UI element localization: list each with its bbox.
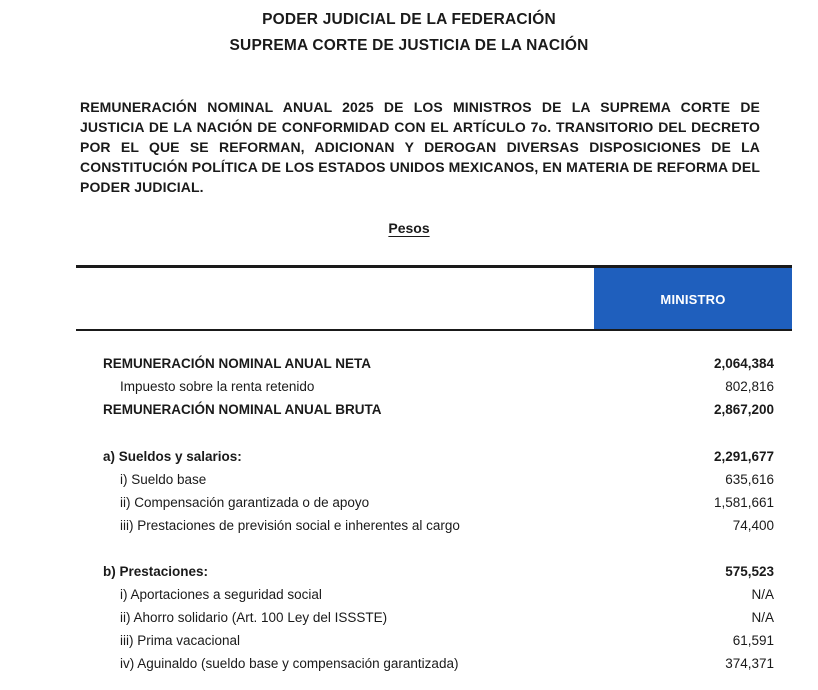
table-row-sueldos bbox=[0, 446, 818, 468]
units-label: Pesos bbox=[388, 220, 430, 236]
document-description: REMUNERACIÓN NOMINAL ANUAL 2025 DE LOS MINISTROS DE LA SUPREMA CORTE DE JUSTICIA DE LA NACIÓN DE CONFORMIDAD CON EL ARTÍCULO 7o. TRANSITORIO DEL DECRETO POR EL QUE SE REFORMAN, ADICIONAN Y DEROGAN DIVERSAS DISPOSICIONES DE LA CONSTITUCIÓN POLÍTICA DE LOS ESTADOS UNIDOS MEXICANOS, EN MATERIA DE REFORMA DEL PODER JUDICIAL. bbox=[80, 99, 760, 195]
table-header-bottom-rule bbox=[76, 329, 792, 331]
table-row-prestaciones bbox=[0, 561, 818, 583]
row-value: 74,400 bbox=[732, 518, 774, 533]
row-value: 2,064,384 bbox=[713, 356, 774, 371]
row-value: 635,616 bbox=[725, 472, 774, 487]
row-label: iii) Prima vacacional bbox=[120, 633, 241, 648]
table-row-sueldo-base bbox=[0, 469, 818, 491]
column-header-ministro: MINISTRO bbox=[594, 268, 792, 330]
table-row-neta bbox=[0, 353, 818, 375]
row-value: 2,291,677 bbox=[713, 449, 774, 464]
row-value: 2,867,200 bbox=[713, 402, 774, 417]
row-value: 1,581,661 bbox=[713, 495, 774, 510]
row-label: ii) Ahorro solidario (Art. 100 Ley del ISSSTE) bbox=[120, 610, 388, 625]
header-line-1: PODER JUDICIAL DE LA FEDERACIÓN bbox=[262, 11, 556, 28]
row-label: REMUNERACIÓN NOMINAL ANUAL NETA bbox=[103, 356, 371, 371]
row-label: iv) Aguinaldo (sueldo base y compensación garantizada) bbox=[120, 656, 459, 671]
row-label: a) Sueldos y salarios: bbox=[103, 449, 242, 464]
row-value: N/A bbox=[751, 587, 774, 602]
row-label: iii) Prestaciones de previsión social e inherentes al cargo bbox=[120, 518, 460, 533]
table-row-prevision-social bbox=[0, 515, 818, 537]
row-label: i) Sueldo base bbox=[120, 472, 207, 487]
row-value: 802,816 bbox=[725, 379, 774, 394]
table-row-prima-vacacional bbox=[0, 630, 818, 652]
table-row-ahorro-solidario bbox=[0, 607, 818, 629]
row-label: i) Aportaciones a seguridad social bbox=[120, 587, 322, 602]
table-row-seguridad-social bbox=[0, 584, 818, 606]
row-label: b) Prestaciones: bbox=[103, 564, 209, 579]
row-value: 374,371 bbox=[725, 656, 774, 671]
table-row-compensacion bbox=[0, 492, 818, 514]
table-row-bruta bbox=[0, 399, 818, 421]
table-row-isr bbox=[0, 376, 818, 398]
row-value: N/A bbox=[751, 610, 774, 625]
row-value: 61,591 bbox=[732, 633, 774, 648]
row-label: REMUNERACIÓN NOMINAL ANUAL BRUTA bbox=[103, 402, 382, 417]
row-value: 575,523 bbox=[725, 564, 774, 579]
row-label: ii) Compensación garantizada o de apoyo bbox=[120, 495, 370, 510]
row-label: Impuesto sobre la renta retenido bbox=[120, 379, 315, 394]
table-row-aguinaldo bbox=[0, 653, 818, 675]
header-line-2: SUPREMA CORTE DE JUSTICIA DE LA NACIÓN bbox=[229, 37, 589, 54]
